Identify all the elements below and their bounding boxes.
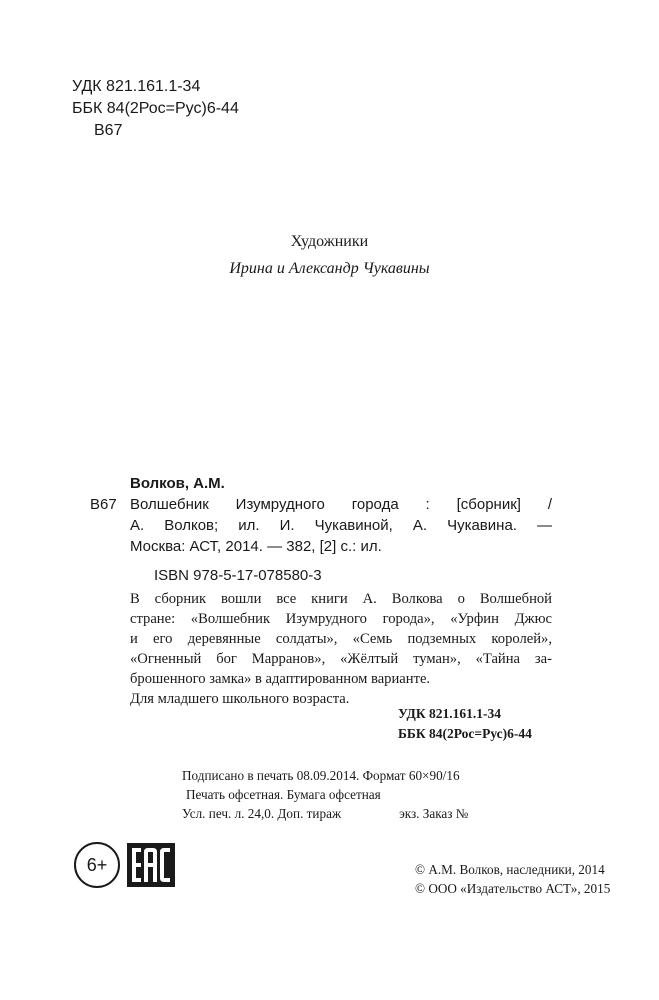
classification-codes-bottom (398, 704, 532, 744)
classification-codes (72, 76, 239, 142)
eac-mark-icon (127, 843, 175, 887)
bib-author-sign: В67 (90, 496, 117, 513)
bib-line-2: А. Волков; ил. И. Чукавиной, А. Чукавина. — (130, 517, 552, 534)
bib-line-1: Волшебник Изумрудного города : [сборник] / (130, 496, 552, 513)
copyright-block (415, 860, 610, 898)
age-rating-badge (74, 842, 120, 888)
bbk-code: ББК 84(2Рос=Рус)6-44 (72, 100, 239, 117)
age-rating-text: 6+ (86, 854, 108, 875)
annotation-line: брошенного замка» в адаптированном варианте. (130, 671, 431, 687)
imprint-line-1: Подписано в печать 08.09.2014. Формат 60×90/16 (182, 768, 460, 783)
age-note: Для младшего школьного возраста. (130, 691, 350, 707)
annotation-line: В сборник вошли все книги А. Волкова о Волшебной (130, 591, 552, 607)
annotation-line: «Огненный бог Марранов», «Жёлтый туман», «Тайна за- (130, 651, 552, 667)
annotation (130, 589, 552, 709)
imprint (182, 766, 468, 823)
artists-names: Ирина и Александр Чукавины (229, 260, 430, 277)
copyright-author: © А.М. Волков, наследники, 2014 (415, 862, 605, 877)
author-heading: Волков, А.М. (130, 475, 225, 492)
imprint-line-3-right: экз. Заказ № (399, 806, 469, 821)
annotation-line: стране: «Волшебник Изумрудного города», «Урфин Джюс (130, 611, 552, 627)
imprint-line-3-left: Усл. печ. л. 24,0. Доп. тираж (182, 806, 342, 821)
isbn: ISBN 978-5-17-078580-3 (154, 567, 322, 584)
artists-label: Художники (290, 233, 369, 250)
imprint-line-2: Печать офсетная. Бумага офсетная (186, 787, 381, 802)
copyright-publisher: © ООО «Издательство АСТ», 2015 (415, 881, 611, 896)
bib-line-3: Москва: АСТ, 2014. — 382, [2] с.: ил. (130, 538, 382, 555)
bibliographic-record (90, 473, 552, 586)
artists-block (0, 228, 659, 282)
author-sign: В67 (94, 122, 123, 139)
udk-code: УДК 821.161.1-34 (72, 78, 201, 95)
udk-code-bottom: УДК 821.161.1-34 (398, 706, 501, 721)
annotation-line: и его деревянные солдаты», «Семь подземных королей», (130, 631, 552, 647)
bbk-code-bottom: ББК 84(2Рос=Рус)6-44 (398, 726, 532, 741)
